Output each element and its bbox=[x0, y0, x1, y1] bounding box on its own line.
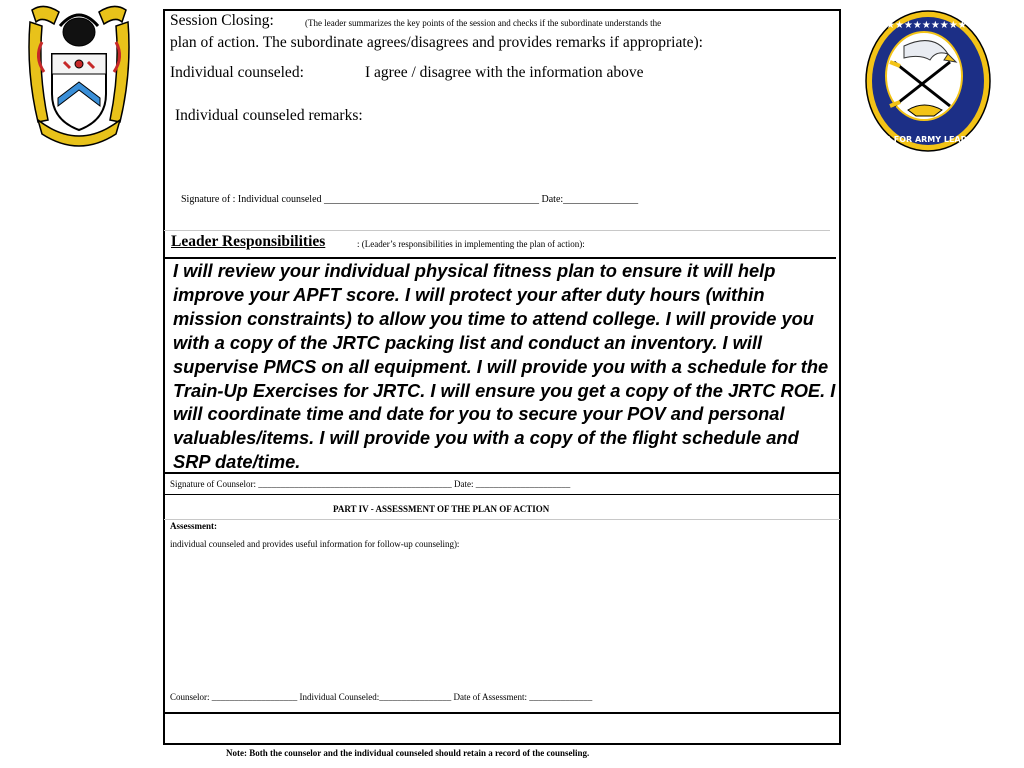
center-for-army-leadership-logo bbox=[855, 10, 1001, 152]
svg-text:★★★★★★★★★: ★★★★★★★★★ bbox=[886, 20, 967, 31]
assessment-label: Assessment: bbox=[170, 521, 217, 531]
assessment-signature-line: Counselor: ___________________ Individual Counseled:________________ Date of Assessment: ______________ bbox=[170, 692, 593, 702]
leader-responsibilities-heading: Leader Responsibilities bbox=[171, 233, 326, 250]
army-crest-logo bbox=[24, 2, 134, 148]
footer-note: Note: Both the counselor and the individual counseled should retain a record of the counseling. bbox=[226, 748, 590, 758]
session-closing-note: (The leader summarizes the key points of the session and checks if the subordinate understands the bbox=[305, 18, 662, 28]
part-iv-title: PART IV - ASSESSMENT OF THE PLAN OF ACTION bbox=[333, 504, 550, 514]
session-closing-line2: plan of action. The subordinate agrees/disagrees and provides remarks if appropriate): bbox=[170, 34, 703, 51]
session-closing-heading: Session Closing: bbox=[170, 12, 274, 29]
leader-plan-text: I will review your individual physical fitness plan to ensure it will help improve your APFT score. I will protect your after duty hours (within mission constraints) to allow you time to attend college. I will provide you with a copy of the JRTC packing list and conduct an inventory. I will supervise PMCS on all equipment. I will provide you with a schedule for the Train-Up Exercises for JRTC. I will ensure you get a copy of the JRTC ROE. I will coordinate time and date for you to secure your POV and personal valuables/items. I will provide you with a copy of the flight schedule and SRP date/time. bbox=[173, 260, 836, 473]
cal-logo-text: CENTER FOR ARMY LEADERSHIP bbox=[855, 135, 1001, 144]
divider-line bbox=[164, 519, 840, 520]
individual-remarks-label: Individual counseled remarks: bbox=[175, 107, 363, 124]
assessment-note: individual counseled and provides useful information for follow-up counseling): bbox=[170, 539, 460, 549]
individual-counseled-label: Individual counseled: bbox=[170, 64, 304, 81]
divider-line bbox=[164, 230, 830, 231]
individual-signature-line: Signature of : Individual counseled ___________________________________________ Date:_______________ bbox=[181, 194, 639, 205]
leader-responsibilities-note: : (Leader’s responsibilities in implementing the plan of action): bbox=[357, 239, 585, 249]
divider-line bbox=[164, 494, 840, 495]
counselor-signature-line: Signature of Counselor: ___________________________________________ Date: _____________________ bbox=[170, 479, 571, 489]
divider-line bbox=[164, 712, 840, 714]
agree-disagree-text: I agree / disagree with the information above bbox=[365, 64, 644, 81]
